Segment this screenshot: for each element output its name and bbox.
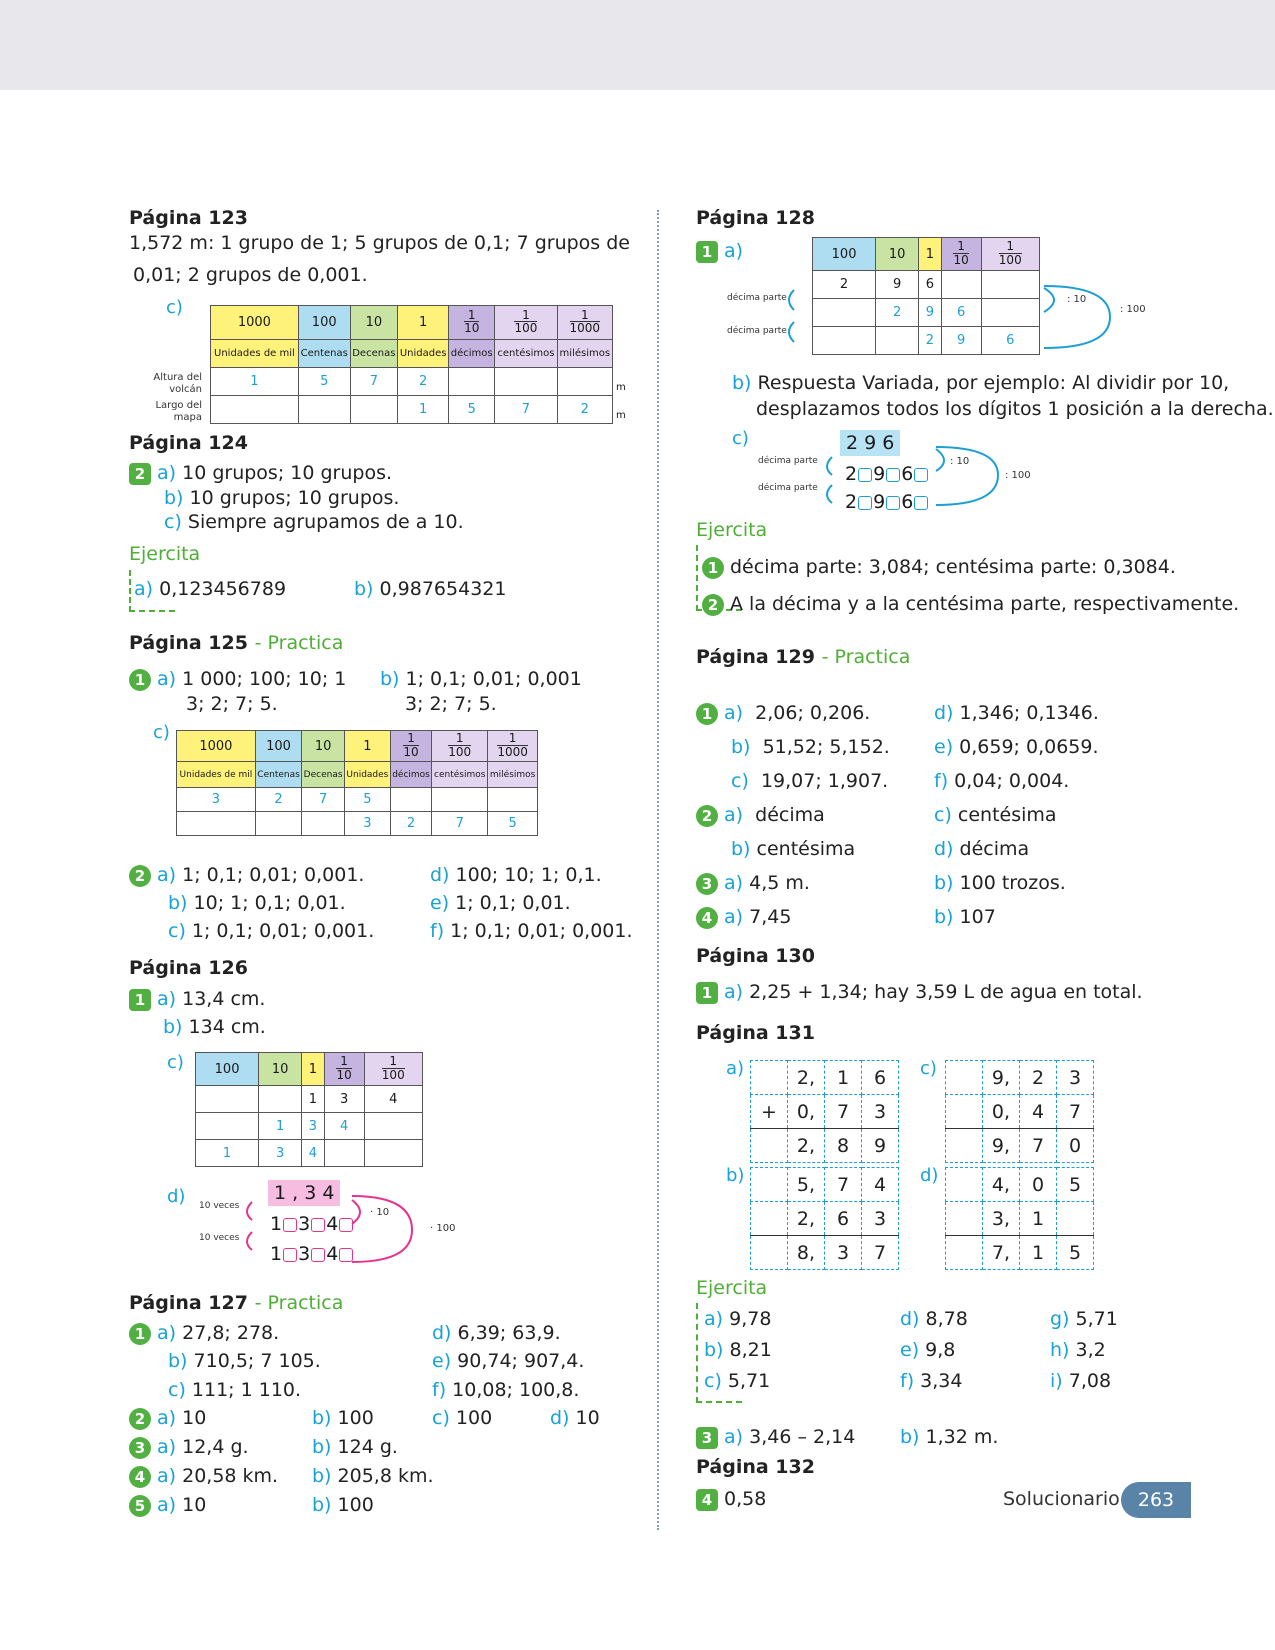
p129-1e: e) 0,659; 0,0659. (934, 736, 1099, 758)
p127-1f: f) 10,08; 100,8. (432, 1379, 580, 1401)
p126-d-vez1: 10 veces (199, 1201, 240, 1211)
p129-4a: 4 a) 7,45 (696, 906, 791, 929)
page-132-title: Página 132 (696, 1456, 815, 1478)
table-cell: 5 (298, 368, 350, 396)
p123-c-label: c) (166, 297, 183, 318)
table-cell: 6 (919, 271, 942, 299)
header-1: 1 (302, 1053, 325, 1086)
p129-1b: b) 51,52; 5,152. (731, 736, 890, 758)
page-125-title: Página 125 - Practica (129, 632, 344, 654)
footer-label: Solucionario (1003, 1488, 1120, 1510)
table-cell: 7 (495, 396, 557, 424)
p131-ejercita-title: Ejercita (696, 1277, 768, 1299)
p128-c-dec1: décima parte (758, 456, 818, 466)
table-cell: 5 (344, 788, 390, 812)
p128-c-div10: : 10 (950, 456, 970, 467)
table-cell (302, 812, 345, 836)
page-127-title: Página 127 - Practica (129, 1292, 344, 1314)
table-cell (211, 396, 299, 424)
item-number-2: 2 (129, 463, 151, 485)
item-number-4: 4 (129, 1466, 151, 1488)
p128-c-dec2: décima parte (758, 483, 818, 493)
ej-b: b) 8,21 (704, 1339, 772, 1361)
ej-g: g) 5,71 (1050, 1308, 1118, 1330)
p127-3a: 3 a) 12,4 g. (129, 1436, 249, 1459)
table-cell (255, 812, 302, 836)
p128-c-top: 2 9 6 (840, 432, 900, 454)
header-1: 1 (344, 731, 390, 762)
table-cell: 1 (302, 1086, 325, 1113)
header-1000: 1000 (177, 731, 256, 762)
p129-3b: b) 100 trozos. (934, 872, 1066, 894)
item-number-5: 5 (129, 1495, 151, 1517)
item-number-1: 1 (129, 1323, 151, 1345)
p125-1a-line2: 3; 2; 7; 5. (186, 693, 278, 715)
p125-2b: b) 10; 1; 0,1; 0,01. (168, 892, 346, 914)
name-decimos: décimos (390, 762, 431, 788)
p124-ej-a: a) 0,123456789 (134, 578, 287, 600)
table-cell: 4 (364, 1086, 422, 1113)
name-centenas: Centenas (255, 762, 302, 788)
p129-3a: 3 a) 4,5 m. (696, 872, 810, 895)
p126-d-row3: 1 3 4 (270, 1243, 354, 1265)
header-1: 1 (398, 306, 449, 340)
ej-a: a) 9,78 (704, 1308, 772, 1330)
table-cell (324, 1140, 364, 1167)
header-10: 10 (302, 731, 345, 762)
table-cell (364, 1140, 422, 1167)
p128-c-row2: 2 9 6 (845, 463, 929, 485)
p124-b: b) 10 grupos; 10 grupos. (164, 487, 400, 509)
p125-2c: c) 1; 0,1; 0,01; 0,001. (168, 920, 375, 942)
table-cell: 3 (344, 812, 390, 836)
p125-2d: d) 100; 10; 1; 0,1. (430, 864, 602, 886)
p127-2c: c) 100 (432, 1407, 493, 1429)
p129-2c: c) centésima (934, 804, 1057, 826)
table-cell (196, 1113, 259, 1140)
p125-1b-line2: 3; 2; 7; 5. (405, 693, 497, 715)
ej-c: c) 5,71 (704, 1370, 771, 1392)
p128-c-arrows (818, 445, 1018, 511)
p128-ej2: 2 A la décima y a la centésima parte, respectivamente. (702, 593, 1239, 616)
p128-1a: 1 a) (696, 240, 743, 263)
table-cell (298, 396, 350, 424)
p128-div10: : 10 (1067, 294, 1087, 305)
item-number-2: 2 (696, 805, 718, 827)
table-cell: 2 (398, 368, 449, 396)
p129-2a: 2 a) décima (696, 804, 825, 827)
name-centenas: Centenas (298, 340, 350, 368)
table-cell: 2 (813, 271, 876, 299)
op-c-label: c) (920, 1058, 937, 1079)
p130-a: 1 a) 2,25 + 1,34; hay 3,59 L de agua en total. (696, 981, 1143, 1004)
ej-d: d) 8,78 (900, 1308, 968, 1330)
header-10: 10 (350, 306, 397, 340)
item-number-2: 2 (702, 594, 724, 616)
header-tenth: $\frac{1}{10}$ (390, 731, 431, 762)
page-126-title: Página 126 (129, 957, 248, 979)
item-number-3: 3 (696, 1427, 718, 1449)
name-unidades: Unidades (344, 762, 390, 788)
name-centesimos: centésimos (495, 340, 557, 368)
header-thousandth: $\frac{1}{1000}$ (488, 731, 538, 762)
header-hundredth: $\frac{1}{100}$ (364, 1053, 422, 1086)
table-cell: 7 (350, 368, 397, 396)
top-band (0, 0, 1275, 90)
p123-line1: 1,572 m: 1 grupo de 1; 5 grupos de 0,1; 7 grupos de (129, 232, 630, 254)
ej-e: e) 9,8 (900, 1339, 956, 1361)
p126-d-vez2: 10 veces (199, 1233, 240, 1243)
name-milesimos: milésimos (557, 340, 612, 368)
p129-2d: d) décima (934, 838, 1030, 860)
p127-5b: b) 100 (312, 1494, 374, 1516)
op-a-label: a) (726, 1058, 745, 1079)
table-cell (350, 396, 397, 424)
ej-i: i) 7,08 (1050, 1370, 1112, 1392)
p127-2d: d) 10 (550, 1407, 600, 1429)
p129-1c: c) 19,07; 1,907. (731, 770, 889, 792)
table-cell (557, 368, 612, 396)
p127-4a: 4 a) 20,58 km. (129, 1465, 278, 1488)
header-hundredth: $\frac{1}{100}$ (495, 306, 557, 340)
header-100: 100 (298, 306, 350, 340)
p128-c-label: c) (732, 428, 749, 449)
header-10: 10 (876, 238, 919, 271)
table-cell: 3 (324, 1086, 364, 1113)
page-131-title: Página 131 (696, 1022, 815, 1044)
table-cell: 7 (432, 812, 488, 836)
header-thousandth: $\frac{1}{1000}$ (557, 306, 612, 340)
p128-b: b) Respuesta Variada, por ejemplo: Al dividir por 10, (732, 372, 1230, 394)
item-number-1: 1 (129, 669, 151, 691)
p125-1b: b) 1; 0,1; 0,01; 0,001 (380, 668, 582, 690)
p123-unit-1: m (616, 382, 626, 393)
p125-2a: 2 a) 1; 0,1; 0,01; 0,001. (129, 864, 364, 887)
p127-1b: b) 710,5; 7 105. (168, 1350, 321, 1372)
column-divider (657, 210, 659, 1530)
p125-place-value-table (176, 730, 538, 836)
table-cell: 1 (211, 368, 299, 396)
table-cell (364, 1113, 422, 1140)
table-cell: 9 (876, 271, 919, 299)
page-123-title: Página 123 (129, 207, 248, 229)
name-decenas: Decenas (302, 762, 345, 788)
op-d-table: 4, 0 5 3, 1 7, 1 5 (945, 1167, 1094, 1270)
p124-c: c) Siempre agrupamos de a 10. (164, 511, 464, 533)
item-number-3: 3 (129, 1437, 151, 1459)
p128-c-row3: 2 9 6 (845, 491, 929, 513)
table-cell: 3 (177, 788, 256, 812)
p128-ej1: 1 décima parte: 3,084; centésima parte: 0,3084. (702, 556, 1176, 579)
name-unidades: Unidades (398, 340, 449, 368)
header-tenth: $\frac{1}{10}$ (449, 306, 495, 340)
table-cell: 3 (259, 1140, 302, 1167)
page-129-title: Página 129 - Practica (696, 646, 911, 668)
p128-dec1: décima parte (727, 293, 787, 303)
p126-a: 1 a) 13,4 cm. (129, 988, 265, 1011)
header-100: 100 (196, 1053, 259, 1086)
p129-4b: b) 107 (934, 906, 996, 928)
item-number-1: 1 (696, 982, 718, 1004)
p125-1a: 1 a) 1 000; 100; 10; 1 (129, 668, 346, 691)
p127-2a: 2 a) 10 (129, 1407, 206, 1430)
header-1: 1 (919, 238, 942, 271)
p129-1f: f) 0,04; 0,004. (934, 770, 1070, 792)
p126-place-value-table (195, 1052, 423, 1167)
item-number-4: 4 (696, 907, 718, 929)
page-124-title: Página 124 (129, 432, 248, 454)
p128-dec2: décima parte (727, 326, 787, 336)
p128-ejercita-title: Ejercita (696, 519, 768, 541)
ej-h: h) 3,2 (1050, 1339, 1106, 1361)
op-d-label: d) (920, 1165, 939, 1186)
name-centesimos: centésimos (432, 762, 488, 788)
p131-3b: b) 1,32 m. (900, 1426, 999, 1448)
p128-c-div100: : 100 (1005, 470, 1031, 481)
p127-1c: c) 111; 1 110. (168, 1379, 302, 1401)
header-hundredth: $\frac{1}{100}$ (981, 238, 1039, 271)
table-cell (495, 368, 557, 396)
name-milesimos: milésimos (488, 762, 538, 788)
header-100: 100 (255, 731, 302, 762)
table-cell: 3 (302, 1113, 325, 1140)
header-tenth: $\frac{1}{10}$ (941, 238, 981, 271)
table-cell: 4 (324, 1113, 364, 1140)
op-b-table: 5, 7 4 2, 6 3 8, 3 7 (750, 1167, 899, 1270)
page-130-title: Página 130 (696, 945, 815, 967)
p125-2f: f) 1; 0,1; 0,01; 0,001. (430, 920, 633, 942)
item-number-2: 2 (129, 1408, 151, 1430)
p127-5a: 5 a) 10 (129, 1494, 206, 1517)
header-tenth: $\frac{1}{10}$ (324, 1053, 364, 1086)
table-cell (259, 1086, 302, 1113)
table-cell: 2 (255, 788, 302, 812)
name-decimos: décimos (449, 340, 495, 368)
p126-d-label: d) (167, 1186, 186, 1207)
op-b-label: b) (726, 1165, 745, 1186)
p124-a: 2 a) 10 grupos; 10 grupos. (129, 462, 392, 485)
table-cell: 2 (919, 327, 942, 355)
p123-row1-label: Altura del volcán (153, 372, 202, 395)
p123-row2-label: Largo del mapa (155, 400, 202, 423)
item-number-2: 2 (129, 865, 151, 887)
op-c-table: 9, 2 3 0, 4 7 9, 7 0 (945, 1060, 1094, 1163)
table-cell: 2 (557, 396, 612, 424)
table-cell (449, 368, 495, 396)
name-unidades-mil: Unidades de mil (211, 340, 299, 368)
p126-d-top: 1 , 3 4 (268, 1182, 340, 1204)
p123-unit-2: m (616, 410, 626, 421)
table-cell: 9 (941, 327, 981, 355)
p127-1a: 1 a) 27,8; 278. (129, 1322, 279, 1345)
p126-d-arrows (240, 1190, 440, 1270)
p127-1e: e) 90,74; 907,4. (432, 1350, 585, 1372)
op-a-table: 2, 1 6 + 0, 7 3 2, 8 9 (750, 1060, 899, 1163)
item-number-3: 3 (696, 873, 718, 895)
p126-c-label: c) (167, 1052, 184, 1073)
p123-line2: 0,01; 2 grupos de 0,001. (133, 264, 368, 286)
p129-1d: d) 1,346; 0,1346. (934, 702, 1099, 724)
p123-place-value-table (210, 305, 613, 424)
p127-1d: d) 6,39; 63,9. (432, 1322, 561, 1344)
p129-2b: b) centésima (731, 838, 856, 860)
table-cell: 9 (919, 299, 942, 327)
ej-f: f) 3,34 (900, 1370, 963, 1392)
p124-ejercita-title: Ejercita (129, 543, 201, 565)
name-decenas: Decenas (350, 340, 397, 368)
table-cell (177, 812, 256, 836)
p132-4: 4 0,58 (696, 1488, 766, 1511)
header-100: 100 (813, 238, 876, 271)
p126-d-row2: 1 3 4 (270, 1213, 354, 1235)
p127-4b: b) 205,8 km. (312, 1465, 434, 1487)
table-cell: 4 (302, 1140, 325, 1167)
page-128-title: Página 128 (696, 207, 815, 229)
item-number-1: 1 (696, 241, 718, 263)
item-number-1: 1 (702, 557, 724, 579)
p128-div100: : 100 (1120, 304, 1146, 315)
table-cell (390, 788, 431, 812)
p125-2e: e) 1; 0,1; 0,01. (430, 892, 571, 914)
item-number-1: 1 (129, 989, 151, 1011)
table-cell: 5 (488, 812, 538, 836)
p126-d-times100: · 100 (430, 1223, 456, 1234)
table-cell (196, 1086, 259, 1113)
p131-3a: 3 a) 3,46 – 2,14 (696, 1426, 855, 1449)
p125-c-label: c) (153, 722, 170, 743)
table-cell: 2 (390, 812, 431, 836)
table-cell: 2 (876, 299, 919, 327)
item-number-1: 1 (696, 703, 718, 725)
p126-d-times10: · 10 (370, 1207, 390, 1218)
p128-b-line2: desplazamos todos los dígitos 1 posición a la derecha. (756, 398, 1274, 420)
p124-ej-b: b) 0,987654321 (354, 578, 507, 600)
item-number-4: 4 (696, 1489, 718, 1511)
table-cell (432, 788, 488, 812)
table-cell: 6 (941, 299, 981, 327)
p129-1a: 1 a) 2,06; 0,206. (696, 702, 870, 725)
table-cell (488, 788, 538, 812)
name-unidades-mil: Unidades de mil (177, 762, 256, 788)
p127-2b: b) 100 (312, 1407, 374, 1429)
p126-b: b) 134 cm. (163, 1016, 266, 1038)
table-cell: 6 (981, 327, 1039, 355)
table-cell: 1 (398, 396, 449, 424)
table-cell: 7 (302, 788, 345, 812)
page-number-badge: 263 (1121, 1482, 1191, 1518)
header-10: 10 (259, 1053, 302, 1086)
table-cell: 5 (449, 396, 495, 424)
header-1000: 1000 (211, 306, 299, 340)
table-cell: 1 (259, 1113, 302, 1140)
header-hundredth: $\frac{1}{100}$ (432, 731, 488, 762)
table-cell: 1 (196, 1140, 259, 1167)
p127-3b: b) 124 g. (312, 1436, 398, 1458)
